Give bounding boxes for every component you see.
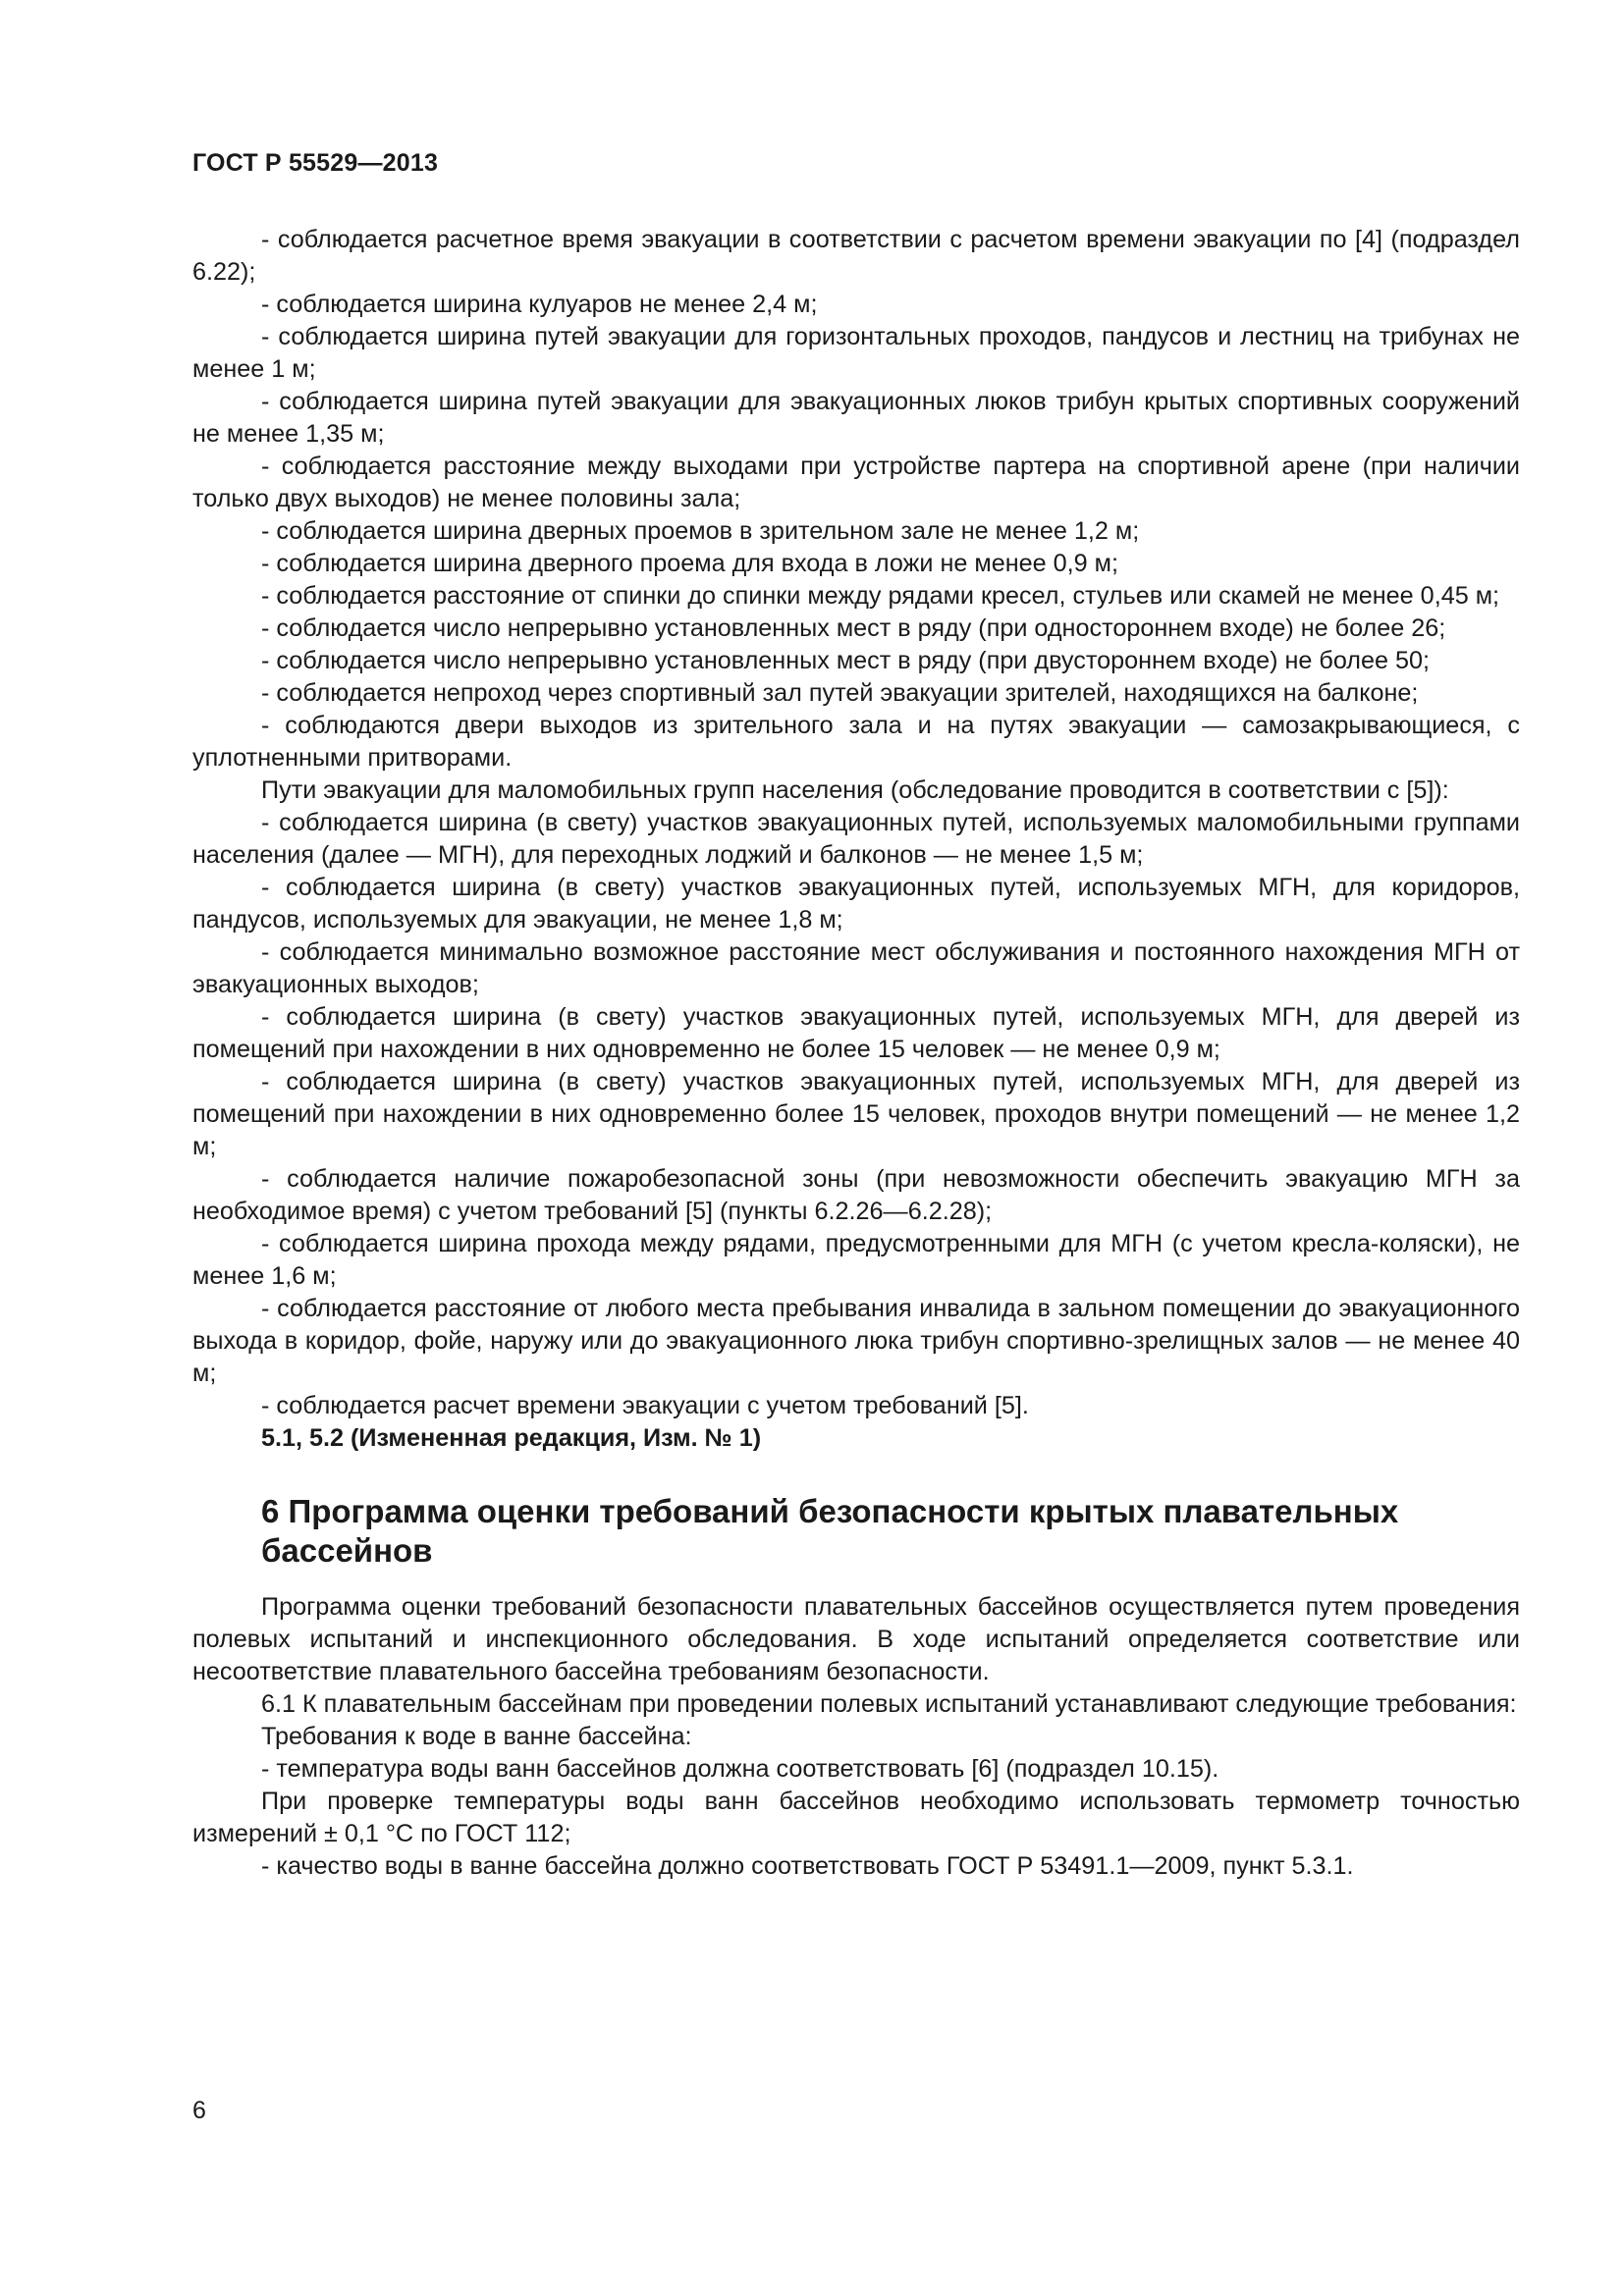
paragraph: - соблюдается расстояние между выходами при устройстве партера на спортивной арене (при наличии только двух выходов) не менее половины зала;: [192, 453, 1520, 512]
paragraph: - соблюдается ширина путей эвакуации для горизонтальных проходов, пандусов и лестниц на трибунах не менее 1 м;: [192, 323, 1520, 383]
paragraph: - соблюдается ширина (в свету) участков эвакуационных путей, используемых МГН, для дверей из помещений при нахождении в них одновременно более 15 человек, проходов внутри помещений — не менее 1,2 м;: [192, 1068, 1520, 1160]
paragraph: - соблюдается ширина дверного проема для входа в ложи не менее 0,9 м;: [261, 550, 1118, 577]
paragraph: Пути эвакуации для маломобильных групп населения (обследование проводится в соответствии с [5]):: [261, 776, 1449, 804]
paragraph: - соблюдается число непрерывно установленных мест в ряду (при двустороннем входе) не более 50;: [261, 647, 1431, 674]
paragraph: - соблюдается ширина (в свету) участков эвакуационных путей, используемых маломобильными группами населения (далее — МГН), для переходных лоджий и балконов — не менее 1,5 м;: [192, 809, 1520, 869]
paragraph: - соблюдается ширина (в свету) участков эвакуационных путей, используемых МГН, для дверей из помещений при нахождении в них одновременно не более 15 человек — не менее 0,9 м;: [192, 1003, 1520, 1063]
paragraph: 6.1 К плавательным бассейнам при проведении полевых испытаний устанавливают следующие требования:: [261, 1690, 1517, 1718]
paragraph: - соблюдается ширина кулуаров не менее 2,4 м;: [261, 291, 818, 318]
paragraph: - соблюдается минимально возможное расстояние мест обслуживания и постоянного нахождения МГН от эвакуационных выходов;: [192, 938, 1520, 998]
paragraph: - соблюдается ширина дверных проемов в зрительном зале не менее 1,2 м;: [261, 517, 1140, 545]
paragraph: При проверке температуры воды ванн бассейнов необходимо использовать термометр точностью измерений ± 0,1 °C по ГОСТ 112;: [192, 1788, 1520, 1847]
paragraph: - соблюдается расчетное время эвакуации в соответствии с расчетом времени эвакуации по [4] (подраздел 6.22);: [192, 226, 1520, 286]
document-body: [192, 224, 1520, 1883]
amendment-note: 5.1, 5.2 (Измененная редакция, Изм. № 1): [261, 1424, 762, 1452]
paragraph: - соблюдается расчет времени эвакуации с учетом требований [5].: [261, 1392, 1029, 1419]
page-number: 6: [192, 2097, 206, 2124]
paragraph: - соблюдается ширина прохода между рядами, предусмотренными для МГН (с учетом кресла-коляски), не менее 1,6 м;: [192, 1230, 1520, 1290]
document-header-code: ГОСТ Р 55529—2013: [192, 149, 439, 177]
section-heading: 6 Программа оценки требований безопасности крытых плавательных бассейнов: [261, 1493, 1399, 1569]
paragraph: Требования к воде в ванне бассейна:: [261, 1723, 692, 1750]
paragraph: - соблюдается ширина (в свету) участков эвакуационных путей, используемых МГН, для коридоров, пандусов, используемых для эвакуации, не менее 1,8 м;: [192, 874, 1520, 934]
paragraph: Программа оценки требований безопасности плавательных бассейнов осуществляется путем проведения полевых испытаний и инспекционного обследования. В ходе испытаний определяется соответствие или несоответствие плавательного бассейна требованиям безопасности.: [192, 1593, 1520, 1685]
paragraph: - соблюдаются двери выходов из зрительного зала и на путях эвакуации — самозакрывающиеся, с уплотненными притворами.: [192, 712, 1520, 772]
paragraph: - соблюдается наличие пожаробезопасной зоны (при невозможности обеспечить эвакуацию МГН за необходимое время) с учетом требований [5] (пункты 6.2.26—6.2.28);: [192, 1165, 1520, 1225]
paragraph: - соблюдается расстояние от спинки до спинки между рядами кресел, стульев или скамей не менее 0,45 м;: [261, 582, 1500, 610]
paragraph: - соблюдается ширина путей эвакуации для эвакуационных люков трибун крытых спортивных сооружений не менее 1,35 м;: [192, 388, 1520, 448]
paragraph: - соблюдается непроход через спортивный зал путей эвакуации зрителей, находящихся на балконе;: [261, 679, 1419, 707]
paragraph: - соблюдается расстояние от любого места пребывания инвалида в зальном помещении до эвакуационного выхода в коридор, фойе, наружу или до эвакуационного люка трибун спортивно-зрелищных залов — не менее 40 м;: [192, 1295, 1520, 1387]
paragraph: - соблюдается число непрерывно установленных мест в ряду (при одностороннем входе) не более 26;: [261, 614, 1446, 642]
paragraph: - температура воды ванн бассейнов должна соответствовать [6] (подраздел 10.15).: [261, 1755, 1219, 1783]
paragraph: - качество воды в ванне бассейна должно соответствовать ГОСТ Р 53491.1—2009, пункт 5.3.1.: [261, 1852, 1354, 1880]
